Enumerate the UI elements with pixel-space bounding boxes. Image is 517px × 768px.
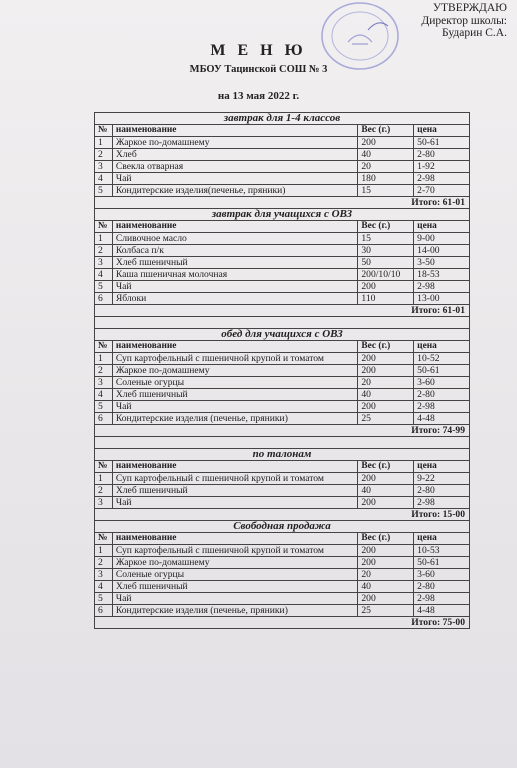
dish-price: 9-22 <box>414 473 470 485</box>
dish-weight: 40 <box>358 581 414 593</box>
dish-weight: 40 <box>358 485 414 497</box>
dish-price: 2-98 <box>414 281 470 293</box>
row-number: 3 <box>95 569 113 581</box>
dish-price: 2-80 <box>414 581 470 593</box>
table-row <box>95 245 470 257</box>
dish-weight: 200 <box>358 473 414 485</box>
dish-weight: 15 <box>358 233 414 245</box>
approval-name: Бударин С.А. <box>442 27 507 39</box>
dish-price: 2-80 <box>414 389 470 401</box>
dish-name: Жаркое по-домашнему <box>112 557 358 569</box>
row-number: 6 <box>95 293 113 305</box>
row-number: 1 <box>95 545 113 557</box>
row-number: 6 <box>95 605 113 617</box>
dish-price: 1-92 <box>414 161 470 173</box>
dish-name: Суп картофельный с пшеничной крупой и томатом <box>112 473 358 485</box>
table-row <box>95 353 470 365</box>
dish-weight: 200/10/10 <box>358 269 414 281</box>
dish-name: Сливочное масло <box>112 233 358 245</box>
table-row <box>95 185 470 197</box>
table-row <box>95 269 470 281</box>
spacer-cell <box>95 317 470 329</box>
total-row <box>95 509 470 521</box>
table-row <box>95 569 470 581</box>
dish-weight: 110 <box>358 293 414 305</box>
school-seal-stamp <box>318 0 402 72</box>
row-number: 2 <box>95 485 113 497</box>
header-row <box>95 461 470 473</box>
table-row <box>95 173 470 185</box>
menu-table <box>94 112 470 629</box>
menu-date: на 13 мая 2022 г. <box>217 90 300 102</box>
row-number: 2 <box>95 245 113 257</box>
dish-price: 10-52 <box>414 353 470 365</box>
dish-price: 2-80 <box>414 149 470 161</box>
dish-name: Суп картофельный с пшеничной крупой и томатом <box>112 353 358 365</box>
approval-block <box>421 2 507 40</box>
spacer-row <box>95 437 470 449</box>
dish-price: 50-61 <box>414 557 470 569</box>
dish-name: Чай <box>112 593 358 605</box>
table-row <box>95 545 470 557</box>
dish-name: Суп картофельный с пшеничной крупой и томатом <box>112 545 358 557</box>
table-row <box>95 257 470 269</box>
header-row <box>95 221 470 233</box>
section-title: завтрак для учащихся с ОВЗ <box>95 209 470 221</box>
row-number: 3 <box>95 377 113 389</box>
row-number: 4 <box>95 389 113 401</box>
col-weight-header: Вес (г.) <box>358 533 414 545</box>
table-row <box>95 293 470 305</box>
row-number: 4 <box>95 581 113 593</box>
dish-weight: 200 <box>358 593 414 605</box>
col-num-header: № <box>95 125 113 137</box>
col-price-header: цена <box>414 461 470 473</box>
table-row <box>95 581 470 593</box>
total-row <box>95 305 470 317</box>
table-row <box>95 557 470 569</box>
section-title: Свободная продажа <box>95 521 470 533</box>
section-total: Итого: 75-00 <box>95 617 470 629</box>
dish-name: Каша пшеничная молочная <box>112 269 358 281</box>
row-number: 5 <box>95 281 113 293</box>
col-name-header: наименование <box>112 125 358 137</box>
spacer-row <box>95 317 470 329</box>
col-num-header: № <box>95 461 113 473</box>
dish-price: 9-00 <box>414 233 470 245</box>
dish-name: Кондитерские изделия (печенье, пряники) <box>112 605 358 617</box>
dish-weight: 200 <box>358 365 414 377</box>
table-row <box>95 605 470 617</box>
dish-price: 50-61 <box>414 137 470 149</box>
dish-weight: 25 <box>358 413 414 425</box>
dish-price: 18-53 <box>414 269 470 281</box>
dish-price: 50-61 <box>414 365 470 377</box>
table-row <box>95 485 470 497</box>
dish-weight: 200 <box>358 545 414 557</box>
col-price-header: цена <box>414 341 470 353</box>
spacer-cell <box>95 437 470 449</box>
row-number: 3 <box>95 257 113 269</box>
section-total: Итого: 15-00 <box>95 509 470 521</box>
row-number: 2 <box>95 149 113 161</box>
table-row <box>95 233 470 245</box>
approval-heading: УТВЕРЖДАЮ <box>432 2 507 14</box>
table-row <box>95 161 470 173</box>
dish-weight: 200 <box>358 353 414 365</box>
table-row <box>95 473 470 485</box>
dish-weight: 40 <box>358 389 414 401</box>
table-row <box>95 281 470 293</box>
col-weight-header: Вес (г.) <box>358 461 414 473</box>
dish-price: 2-80 <box>414 485 470 497</box>
dish-price: 14-00 <box>414 245 470 257</box>
dish-weight: 40 <box>358 149 414 161</box>
total-row <box>95 425 470 437</box>
dish-weight: 200 <box>358 137 414 149</box>
col-name-header: наименование <box>112 341 358 353</box>
col-name-header: наименование <box>112 221 358 233</box>
dish-weight: 20 <box>358 569 414 581</box>
dish-price: 3-60 <box>414 377 470 389</box>
section-title-row <box>95 329 470 341</box>
section-title-row <box>95 449 470 461</box>
col-name-header: наименование <box>112 461 358 473</box>
dish-name: Жаркое по-домашнему <box>112 365 358 377</box>
dish-name: Хлеб <box>112 149 358 161</box>
dish-weight: 20 <box>358 377 414 389</box>
col-num-header: № <box>95 341 113 353</box>
section-total: Итого: 74-99 <box>95 425 470 437</box>
table-row <box>95 497 470 509</box>
dish-weight: 15 <box>358 185 414 197</box>
col-name-header: наименование <box>112 533 358 545</box>
dish-name: Чай <box>112 281 358 293</box>
dish-name: Чай <box>112 173 358 185</box>
table-row <box>95 365 470 377</box>
total-row <box>95 197 470 209</box>
row-number: 1 <box>95 137 113 149</box>
section-title-row <box>95 113 470 125</box>
row-number: 4 <box>95 269 113 281</box>
section-total: Итого: 61-01 <box>95 305 470 317</box>
row-number: 3 <box>95 497 113 509</box>
dish-weight: 50 <box>358 257 414 269</box>
dish-name: Колбаса п/к <box>112 245 358 257</box>
col-price-header: цена <box>414 533 470 545</box>
dish-name: Жаркое по-домашнему <box>112 137 358 149</box>
col-price-header: цена <box>414 125 470 137</box>
dish-weight: 200 <box>358 401 414 413</box>
table-row <box>95 593 470 605</box>
page-title: М Е Н Ю <box>210 42 307 59</box>
row-number: 1 <box>95 353 113 365</box>
table-row <box>95 413 470 425</box>
dish-name: Яблоки <box>112 293 358 305</box>
header-row <box>95 341 470 353</box>
col-weight-header: Вес (г.) <box>358 125 414 137</box>
section-title: завтрак для 1-4 классов <box>95 113 470 125</box>
total-row <box>95 617 470 629</box>
dish-price: 13-00 <box>414 293 470 305</box>
approval-position: Директор школы: <box>421 14 507 27</box>
table-row <box>95 137 470 149</box>
header-row <box>95 533 470 545</box>
col-weight-header: Вес (г.) <box>358 221 414 233</box>
dish-name: Соленые огурцы <box>112 377 358 389</box>
section-total: Итого: 61-01 <box>95 197 470 209</box>
dish-price: 4-48 <box>414 605 470 617</box>
dish-price: 2-98 <box>414 173 470 185</box>
dish-name: Хлеб пшеничный <box>112 581 358 593</box>
dish-weight: 200 <box>358 281 414 293</box>
dish-price: 2-70 <box>414 185 470 197</box>
dish-weight: 20 <box>358 161 414 173</box>
dish-price: 10-53 <box>414 545 470 557</box>
dish-name: Хлеб пшеничный <box>112 389 358 401</box>
section-title: обед для учащихся с ОВЗ <box>95 329 470 341</box>
dish-name: Чай <box>112 401 358 413</box>
dish-name: Кондитерские изделия(печенье, пряники) <box>112 185 358 197</box>
table-row <box>95 149 470 161</box>
dish-price: 2-98 <box>414 401 470 413</box>
section-title: по талонам <box>95 449 470 461</box>
row-number: 3 <box>95 161 113 173</box>
row-number: 5 <box>95 401 113 413</box>
dish-name: Соленые огурцы <box>112 569 358 581</box>
row-number: 5 <box>95 593 113 605</box>
row-number: 5 <box>95 185 113 197</box>
table-row <box>95 377 470 389</box>
col-num-header: № <box>95 533 113 545</box>
row-number: 2 <box>95 365 113 377</box>
dish-price: 2-98 <box>414 497 470 509</box>
dish-weight: 200 <box>358 557 414 569</box>
col-price-header: цена <box>414 221 470 233</box>
dish-name: Свекла отварная <box>112 161 358 173</box>
dish-weight: 30 <box>358 245 414 257</box>
dish-name: Чай <box>112 497 358 509</box>
dish-price: 3-50 <box>414 257 470 269</box>
row-number: 1 <box>95 233 113 245</box>
dish-price: 4-48 <box>414 413 470 425</box>
dish-name: Кондитерские изделия (печенье, пряники) <box>112 413 358 425</box>
dish-price: 3-60 <box>414 569 470 581</box>
dish-weight: 25 <box>358 605 414 617</box>
dish-price: 2-98 <box>414 593 470 605</box>
dish-name: Хлеб пшеничный <box>112 257 358 269</box>
row-number: 4 <box>95 173 113 185</box>
school-name: МБОУ Тацинской СОШ № 3 <box>189 64 328 75</box>
section-title-row <box>95 521 470 533</box>
header-row <box>95 125 470 137</box>
col-num-header: № <box>95 221 113 233</box>
row-number: 6 <box>95 413 113 425</box>
section-title-row <box>95 209 470 221</box>
dish-name: Хлеб пшеничный <box>112 485 358 497</box>
row-number: 1 <box>95 473 113 485</box>
dish-weight: 200 <box>358 497 414 509</box>
row-number: 2 <box>95 557 113 569</box>
dish-weight: 180 <box>358 173 414 185</box>
table-row <box>95 401 470 413</box>
col-weight-header: Вес (г.) <box>358 341 414 353</box>
table-row <box>95 389 470 401</box>
